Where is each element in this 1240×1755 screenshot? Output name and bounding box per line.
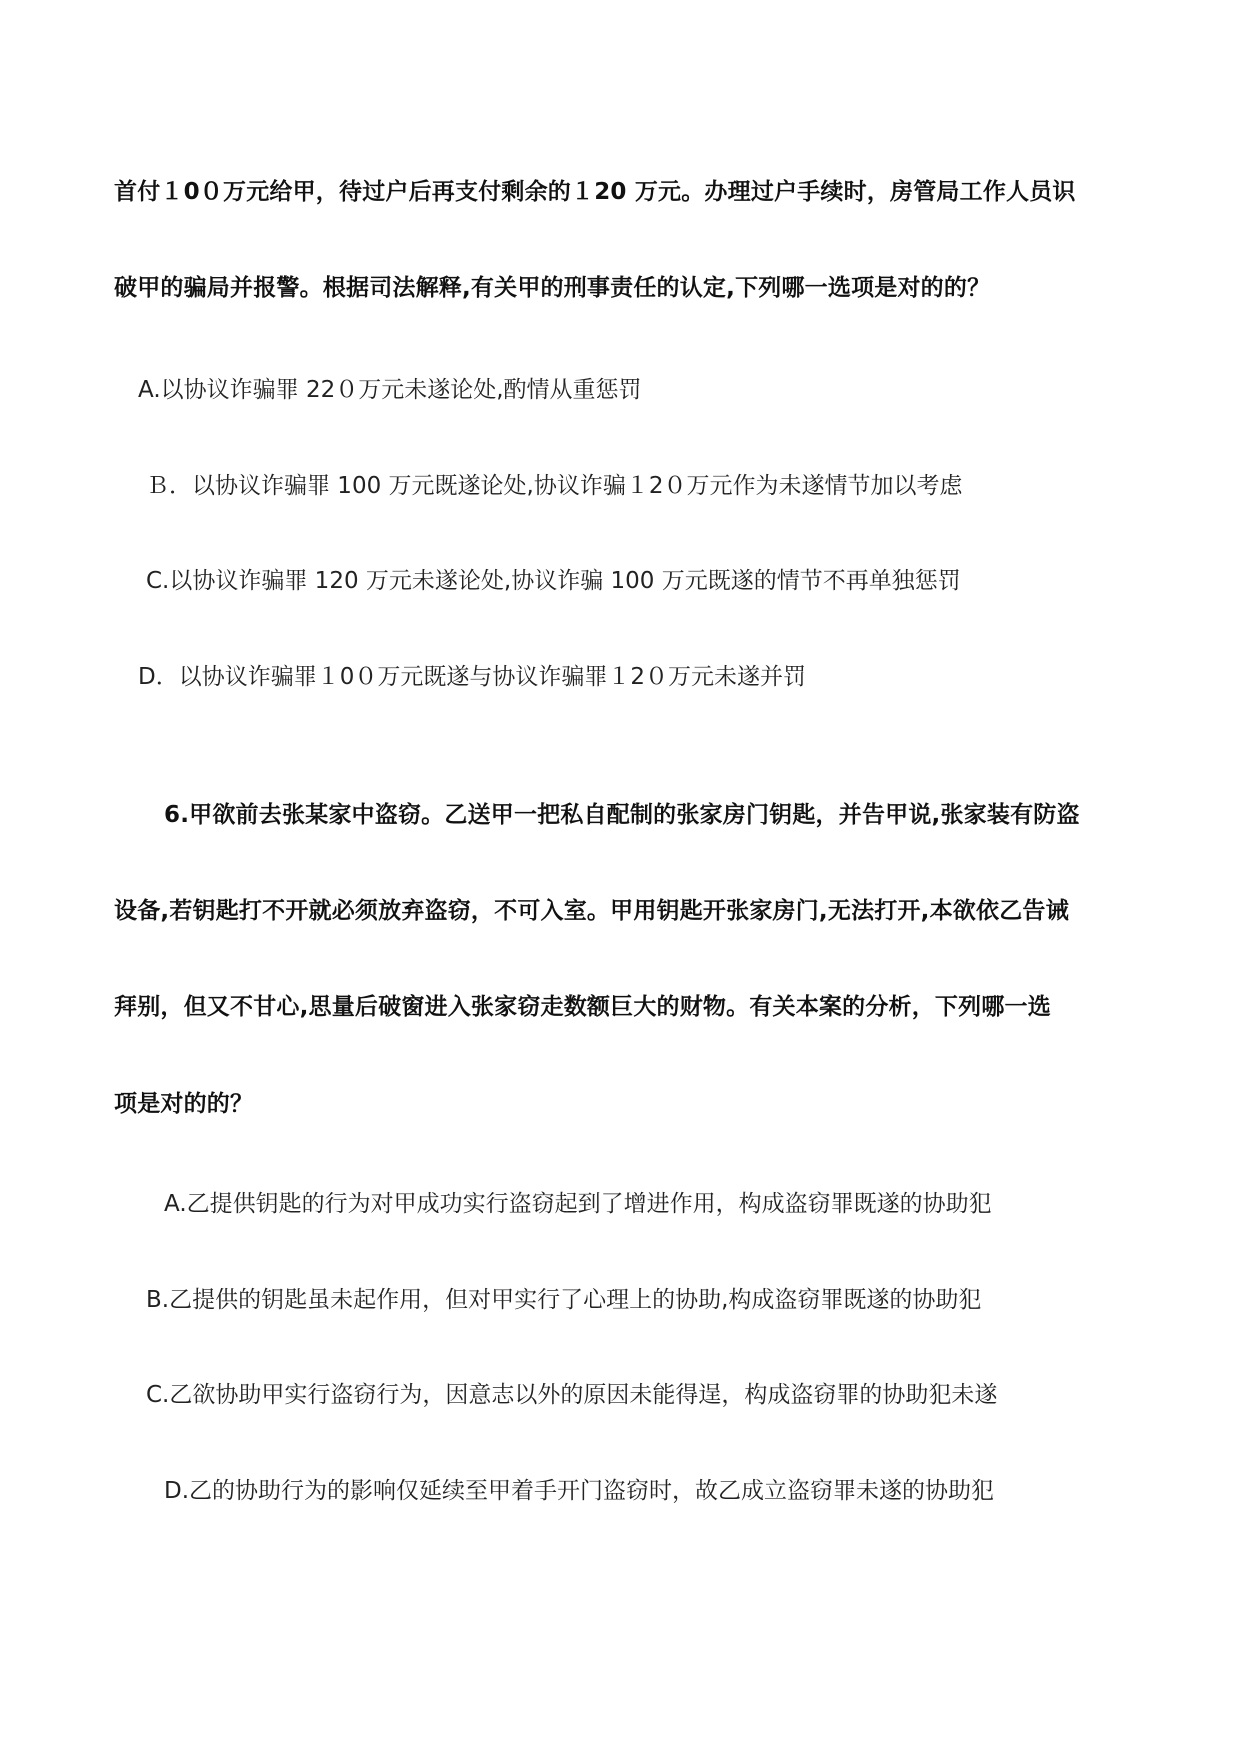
question-5-option-d: D．以协议诈骗罪１0０万元既遂与协议诈骗罪１2０万元未遂并罚	[138, 664, 806, 690]
question-5-text-line-1: 首付１0０万元给甲，待过户后再支付剩余的１20 万元。办理过户手续时，房管局工作人员识	[114, 179, 1076, 205]
question-5-option-c: C.以协议诈骗罪 120 万元未遂论处,协议诈骗 100 万元既遂的情节不再单独惩罚	[146, 568, 961, 594]
question-6-text-line-3: 拜别，但又不甘心,思量后破窗进入张家窃走数额巨大的财物。有关本案的分析，下列哪一选	[114, 994, 1051, 1020]
question-6-option-c: C.乙欲协助甲实行盗窃行为，因意志以外的原因未能得逞，构成盗窃罪的协助犯未遂	[146, 1382, 998, 1408]
question-6-text-line-4: 项是对的的？	[114, 1091, 254, 1117]
question-6-text-line-2: 设备,若钥匙打不开就必须放弃盗窃，不可入室。甲用钥匙开张家房门,无法打开,本欲依乙告诫	[114, 898, 1069, 924]
question-5-text-line-2: 破甲的骗局并报警。根据司法解释,有关甲的刑事责任的认定,下列哪一选项是对的的？	[114, 275, 991, 301]
question-5-option-b: Ｂ．以协议诈骗罪 100 万元既遂论处,协议诈骗１2０万元作为未遂情节加以考虑	[146, 473, 963, 499]
question-6-option-a: A.乙提供钥匙的行为对甲成功实行盗窃起到了增进作用，构成盗窃罪既遂的协助犯	[164, 1191, 992, 1217]
question-6-option-d: D.乙的协助行为的影响仅延续至甲着手开门盗窃时，故乙成立盗窃罪未遂的协助犯	[164, 1478, 995, 1504]
question-5-option-a: A.以协议诈骗罪 22０万元未遂论处,酌情从重惩罚	[138, 377, 642, 403]
question-6-option-b: B.乙提供的钥匙虽未起作用，但对甲实行了心理上的协助,构成盗窃罪既遂的协助犯	[146, 1287, 982, 1313]
question-6-text-line-1: 6.甲欲前去张某家中盗窃。乙送甲一把私自配制的张家房门钥匙，并告甲说,张家装有防盗	[164, 802, 1080, 828]
